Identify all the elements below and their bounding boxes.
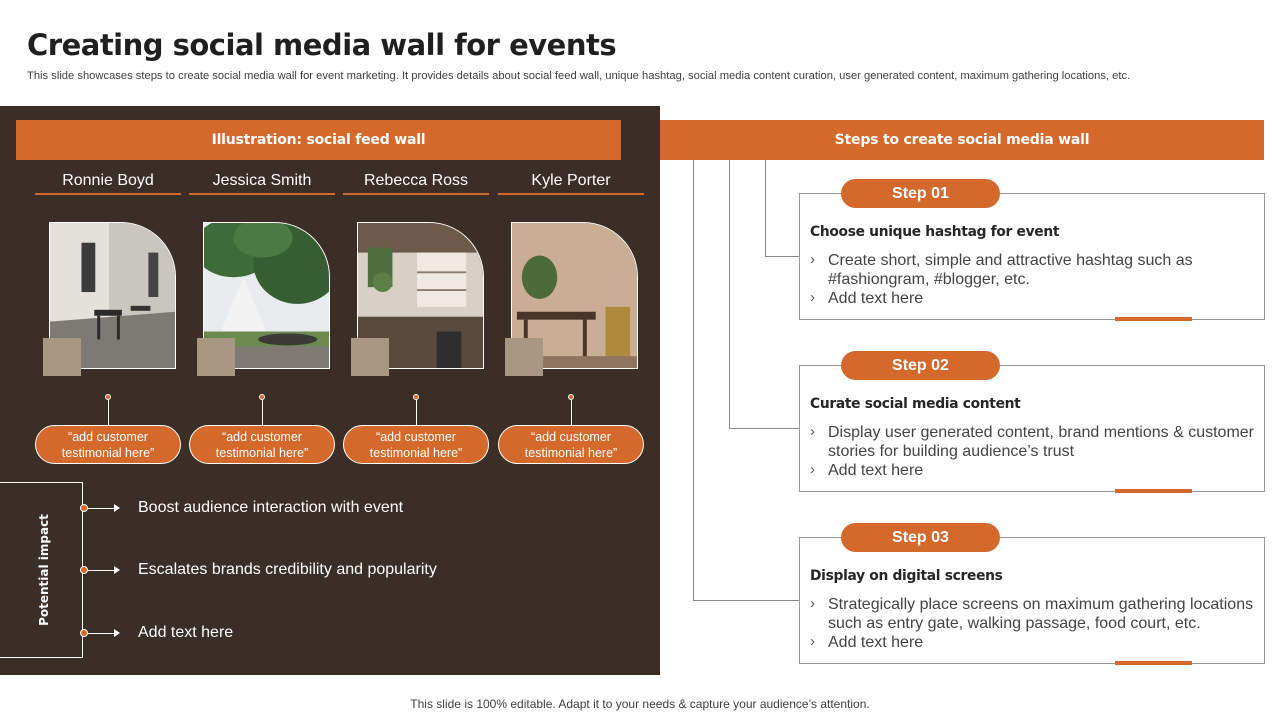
arrow-right-icon: [114, 629, 120, 637]
name-underline: [343, 193, 489, 195]
step-bullet: › Strategically place screens on maximum gathering locations such as entry gate, walking passage, food court, etc.: [810, 595, 1260, 633]
tree-line: [693, 600, 799, 601]
tree-line: [765, 256, 799, 257]
illustration-panel: [0, 106, 660, 675]
impact-item: [80, 498, 640, 518]
bullet-dot: [80, 504, 88, 512]
tree-line: [693, 160, 694, 601]
testimonial-pill: “add customer testimonial here”: [35, 425, 181, 464]
step-bullet: › Add text here: [810, 461, 1260, 480]
connector-line: [108, 400, 109, 425]
page-title: Creating social media wall for events: [27, 28, 617, 62]
photo-overlay-square: [351, 338, 389, 376]
step-card-3: [799, 537, 1265, 664]
tree-line: [729, 428, 799, 429]
person-name: Ronnie Boyd: [62, 172, 154, 189]
impact-item: [80, 560, 640, 580]
testimonial-pill: “add customer testimonial here”: [189, 425, 335, 464]
photo-overlay-square: [197, 338, 235, 376]
connector-line: [262, 400, 263, 425]
arrow-line: [88, 570, 114, 571]
step-heading: Choose unique hashtag for event: [810, 224, 1060, 240]
card-accent-bar: [1115, 317, 1192, 321]
step-pill-3: Step 03: [841, 523, 1000, 552]
impact-item-text: Escalates brands credibility and popularity: [138, 561, 437, 578]
step-bullet: › Add text here: [810, 633, 1260, 652]
step-card-2: [799, 365, 1265, 492]
bullet-dot: [80, 566, 88, 574]
step-pill-1: Step 01: [841, 179, 1000, 208]
arrow-line: [88, 508, 114, 509]
photo-overlay-square: [505, 338, 543, 376]
step-bullets: [810, 423, 1260, 480]
person-name: Jessica Smith: [212, 172, 312, 189]
tree-line: [765, 160, 766, 257]
arrow-right-icon: [114, 566, 120, 574]
step-bullet: › Create short, simple and attractive hashtag such as #fashiongram, #blogger, etc.: [810, 251, 1260, 289]
tree-line: [729, 160, 730, 429]
impact-item-text: Add text here: [138, 624, 234, 641]
name-underline: [498, 193, 644, 195]
step-bullets: [810, 251, 1260, 308]
name-underline: [189, 193, 335, 195]
bullet-dot: [80, 629, 88, 637]
step-heading: Curate social media content: [810, 396, 1021, 412]
steps-banner: Steps to create social media wall: [660, 120, 1264, 160]
connector-line: [416, 400, 417, 425]
card-accent-bar: [1115, 489, 1192, 493]
card-accent-bar: [1115, 661, 1192, 665]
step-bullet: › Display user generated content, brand mentions & customer stories for building audience’s trust: [810, 423, 1260, 461]
step-card-1: [799, 193, 1265, 320]
testimonial-pill: “add customer testimonial here”: [498, 425, 644, 464]
illustration-banner: Illustration: social feed wall: [16, 120, 621, 160]
name-underline: [35, 193, 181, 195]
connector-line: [571, 400, 572, 425]
step-pill-2: Step 02: [841, 351, 1000, 380]
impact-item: [80, 623, 640, 643]
arrow-right-icon: [114, 504, 120, 512]
impact-item-text: Boost audience interaction with event: [138, 499, 404, 516]
person-name: Kyle Porter: [531, 172, 611, 189]
footer-note: This slide is 100% editable. Adapt it to your needs & capture your audience’s attention.: [410, 697, 870, 711]
step-bullet: › Add text here: [810, 289, 1260, 308]
testimonial-pill: “add customer testimonial here”: [343, 425, 489, 464]
step-bullets: [810, 595, 1260, 652]
step-heading: Display on digital screens: [810, 568, 1003, 584]
person-name: Rebecca Ross: [363, 172, 469, 189]
page-subtitle: This slide showcases steps to create social media wall for event marketing. It provides details about social feed wall, unique hashtag, social media content curation, user generated content, maximum gathering locations, etc.: [27, 70, 1131, 82]
impact-label: Potential impact: [37, 514, 51, 626]
arrow-line: [88, 633, 114, 634]
photo-overlay-square: [43, 338, 81, 376]
